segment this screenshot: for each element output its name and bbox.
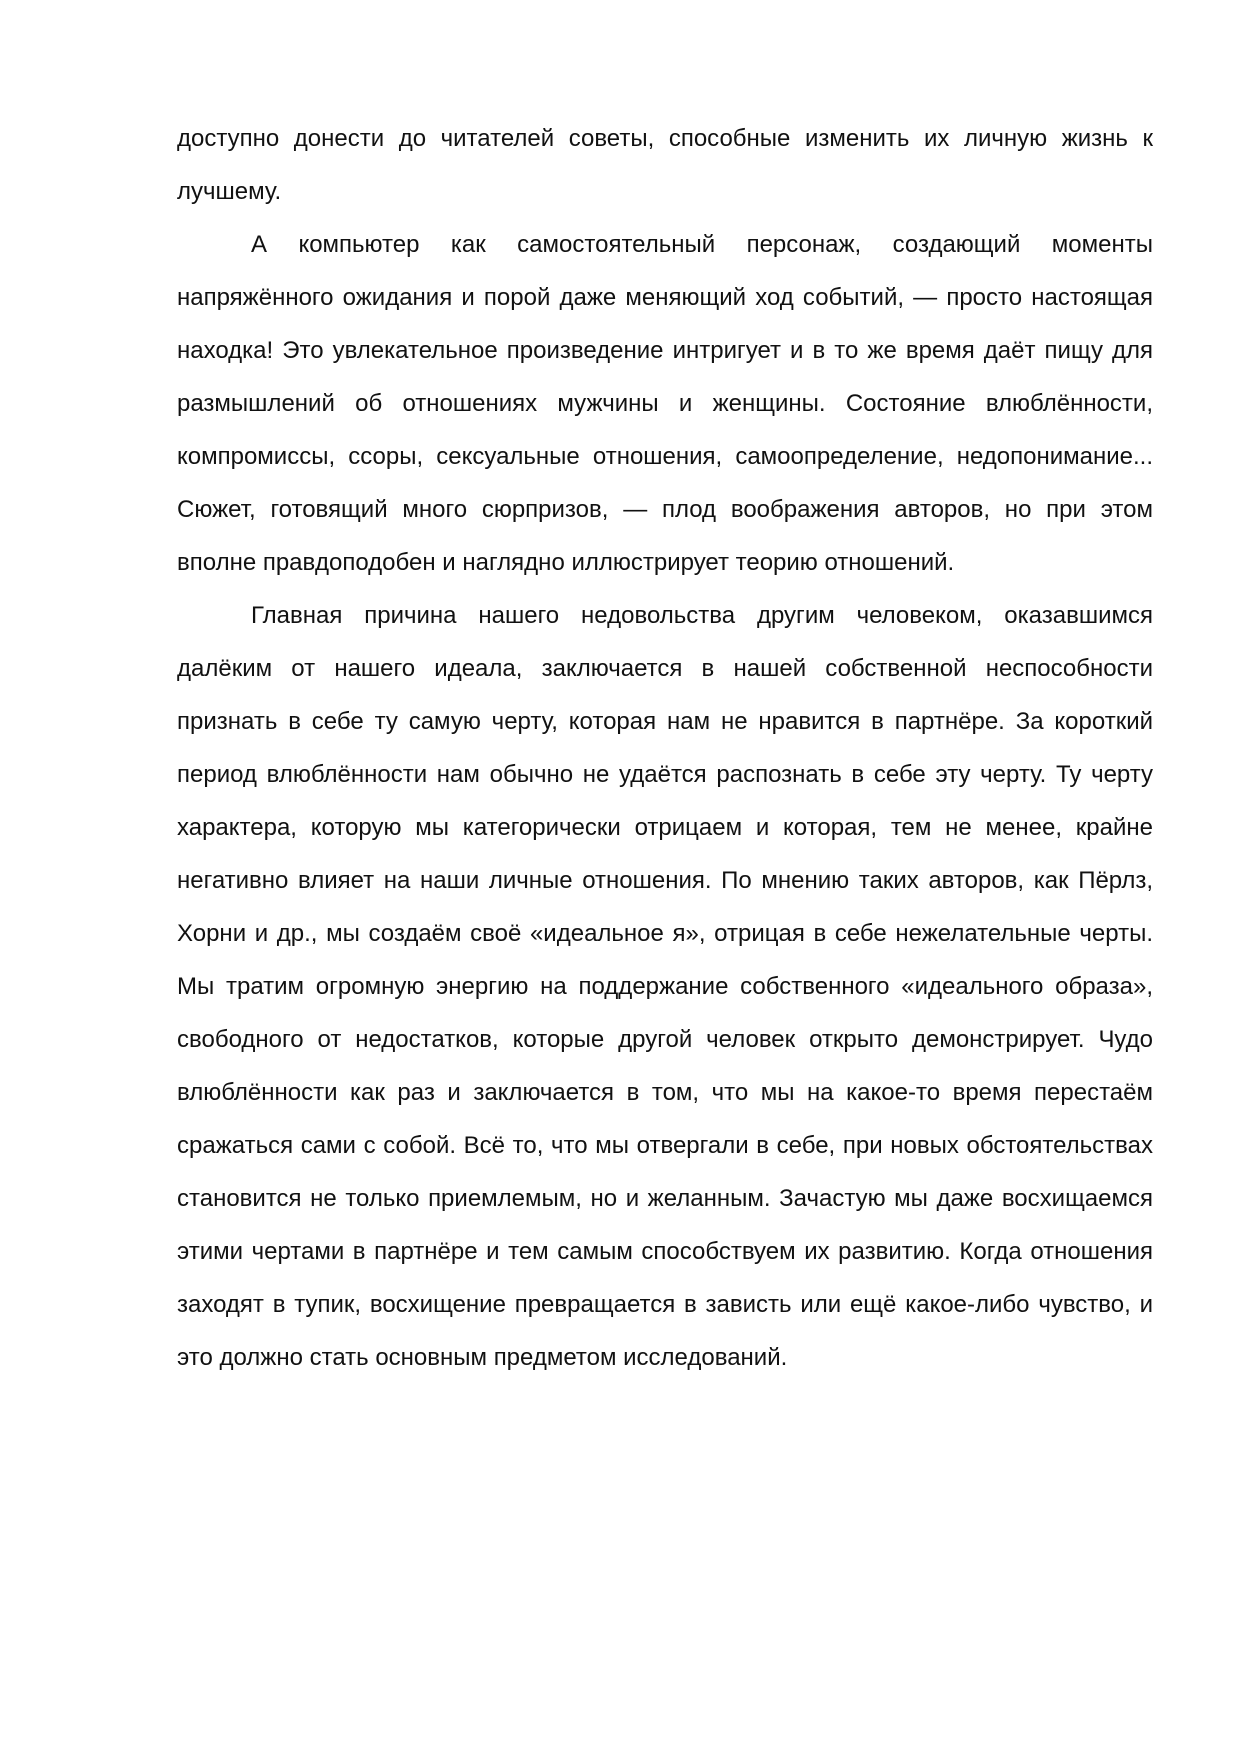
- paragraph-2: А компьютер как самостоятельный персонаж, создающий моменты напряжённого ожидания и порой даже меняющий ход событий, — просто настоящая находка! Это увлекательное произведение интригует и в то же время даёт пищу для размышлений об отношениях мужчины и женщины. Состояние влюблённости, компромиссы, ссоры, сексуальные отношения, самоопределение, недопонимание... Сюжет, готовящий много сюрпризов, — плод воображения авторов, но при этом вполне правдоподобен и наглядно иллюстрирует теорию отношений.: [177, 231, 1153, 576]
- body-text: [177, 112, 1153, 1384]
- paragraph-1: доступно донести до читателей советы, способные изменить их личную жизнь к лучшему.: [177, 125, 1153, 205]
- paragraph-3: Главная причина нашего недовольства другим человеком, оказавшимся далёким от нашего идеала, заключается в нашей собственной неспособности признать в себе ту самую черту, которая нам не нравится в партнёре. За короткий период влюблённости нам обычно не удаётся распознать в себе эту черту. Ту черту характера, которую мы категорически отрицаем и которая, тем не менее, крайне негативно влияет на наши личные отношения. По мнению таких авторов, как Пёрлз, Хорни и др., мы создаём своё «идеальное я», отрицая в себе нежелательные черты. Мы тратим огромную энергию на поддержание собственного «идеального образа», свободного от недостатков, которые другой человек открыто демонстрирует. Чудо влюблённости как раз и заключается в том, что мы на какое-то время перестаём сражаться сами с собой. Всё то, что мы отвергали в себе, при новых обстоятельствах становится не только приемлемым, но и желанным. Зачастую мы даже восхищаемся этими чертами в партнёре и тем самым способствуем их развитию. Когда отношения заходят в тупик, восхищение превращается в зависть или ещё какое-либо чувство, и это должно стать основным предметом исследований.: [177, 602, 1153, 1371]
